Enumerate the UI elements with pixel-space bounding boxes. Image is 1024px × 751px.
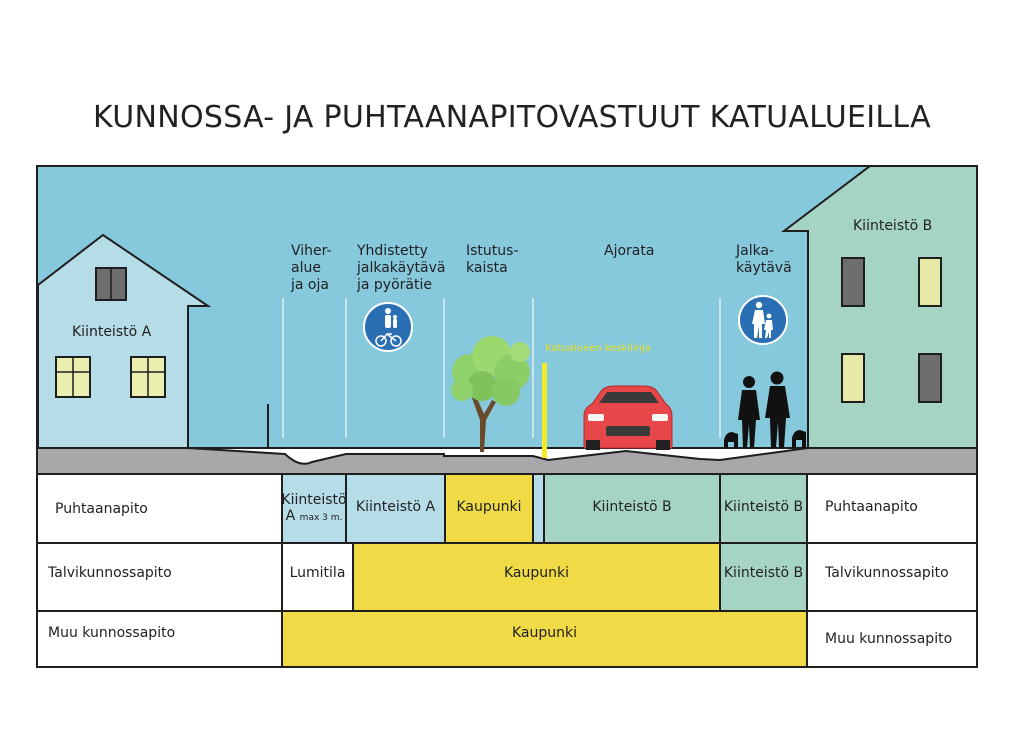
house-a-window-left (56, 357, 90, 397)
house-b-window (842, 258, 864, 306)
zone-label-sidewalk: Jalka- käytävä (736, 243, 792, 276)
row-label-cleaning-right: Puhtaanapito (825, 498, 918, 515)
centerline-pole (542, 363, 547, 458)
page-title: KUNNOSSA- JA PUHTAANAPITOVASTUUT KATUALUEILLA (93, 100, 931, 135)
winter-sidewalk-cell: Kiinteistö B (723, 565, 804, 581)
cleaning-green-ditch-cell: Kiinteistö A max 3 m. (281, 491, 347, 524)
property-a-label: Kiinteistö A (72, 324, 152, 340)
zone-label-combined-path: Yhdistetty jalkakäytävä ja pyörätie (357, 243, 446, 293)
row-label-winter-right: Talvikunnossapito (825, 565, 949, 581)
row-label-cleaning-left: Puhtaanapito (55, 500, 148, 517)
other-middle-cell: Kaupunki (511, 625, 578, 641)
house-b (784, 166, 977, 448)
row-label-other-left: Muu kunnossapito (48, 625, 176, 641)
cleaning-sidewalk-cell: Kiinteistö B (723, 498, 804, 515)
property-b-label: Kiinteistö B (853, 218, 933, 234)
house-b-window (919, 354, 941, 402)
cleaning-road-cell: Kiinteistö B (592, 498, 672, 515)
house-b-window (842, 354, 864, 402)
cleaning-path-cell: Kiinteistö A (355, 498, 436, 515)
zone-label-green-ditch: Viher- alue ja oja (291, 243, 332, 293)
row-label-other-right: Muu kunnossapito (825, 631, 953, 647)
winter-middle-cell: Kaupunki (503, 565, 570, 581)
winter-green-cell: Lumitila (289, 565, 346, 581)
ground-profile (37, 448, 977, 474)
pedestrian-cycle-sign-icon (364, 303, 412, 351)
centerline-label: Katualueen keskilinja (545, 343, 652, 354)
row-label-winter-left: Talvikunnossapito (48, 565, 172, 581)
zone-label-planting-strip: Istutus- kaista (466, 243, 519, 276)
zone-label-roadway: Ajorata (604, 243, 655, 259)
house-b-window (919, 258, 941, 306)
cleaning-planting-cell: Kaupunki (456, 498, 522, 515)
pedestrian-sign-icon (739, 296, 787, 344)
house-a-window-right (131, 357, 165, 397)
